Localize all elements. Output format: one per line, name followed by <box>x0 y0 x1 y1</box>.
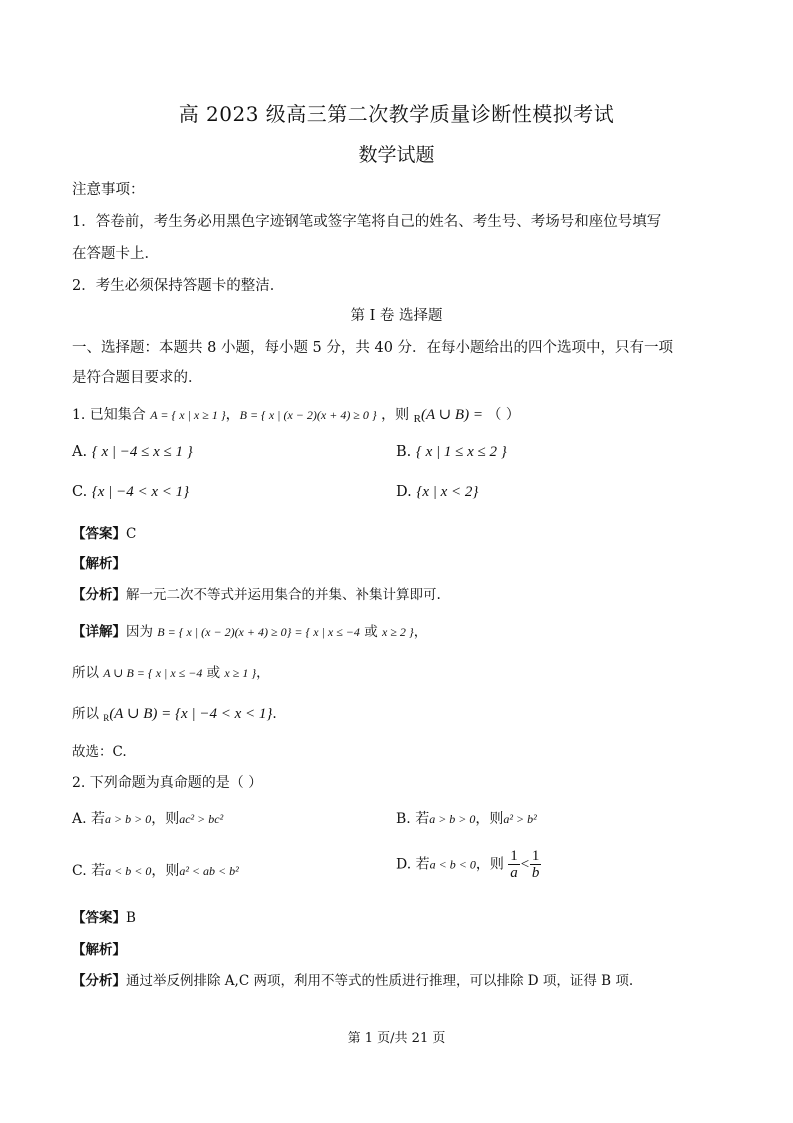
q1-comma: ， <box>225 407 240 423</box>
q1-blank: （ ） <box>487 407 520 423</box>
q1-detail-math2: x ≥ 2 } <box>382 625 414 639</box>
q2-option-a-if: 若 <box>91 811 106 827</box>
q1-detail <box>72 620 427 640</box>
q1-option-c-text: {x | −4 < x < 1} <box>91 484 190 500</box>
q1-answer <box>72 522 136 542</box>
q2-frac-b-den: b <box>531 865 540 881</box>
q1-detail-tag: 【详解】 <box>72 624 126 640</box>
q1-line2-pre: 所以 <box>72 665 99 681</box>
q1-option-d-text: {x | x < 2} <box>416 484 479 500</box>
q1-answer-value: C <box>126 526 137 542</box>
q1-option-b <box>396 444 507 461</box>
q1-detail-math: B = { x | (x − 2)(x + 4) ≥ 0} = { x | x ≤ −4 <box>157 625 360 639</box>
q2-frac-a-den: a <box>510 865 518 881</box>
q2-option-a-res: ac² > bc² <box>179 812 224 826</box>
q1-line3-math: (A ∪ B) = {x | −4 < x < 1} <box>109 706 273 722</box>
q1-detail-line2 <box>72 661 270 681</box>
notice-heading: 注意事项： <box>72 182 145 198</box>
q1-option-d-label: D. <box>396 484 412 500</box>
q1-line3-end: . <box>272 706 277 722</box>
q2-option-d-cond: a < b < 0 <box>429 857 476 872</box>
q1-option-c <box>72 484 189 501</box>
q1-line3-pre: 所以 <box>72 706 99 722</box>
page-subtitle: 数学试题 <box>358 144 435 166</box>
q2-fenxi-tag: 【分析】 <box>72 973 126 989</box>
q1-detail-or: 或 <box>364 624 378 640</box>
q1-prefix: 1. 已知集合 <box>72 407 146 423</box>
page-title: 高 2023 级高三第二次教学质量诊断性模拟考试 <box>178 102 615 126</box>
q2-analysis-tag <box>72 938 126 958</box>
q2-option-b-res: a² > b² <box>503 812 537 826</box>
q2-fenxi-text: 通过举反例排除 A,C 两项，利用不等式的性质进行推理，可以排除 D 项，证得 B 项. <box>126 973 634 989</box>
q2-option-b-if: 若 <box>415 811 430 827</box>
notice-item-2: 2．考生必须保持答题卡的整洁． <box>72 278 285 294</box>
notice-item-1-cont: 在答题卡上． <box>72 246 159 262</box>
q1-fenxi-text: 解一元二次不等式并运用集合的并集、补集计算即可. <box>126 587 441 603</box>
q2-option-b-then: ，则 <box>475 811 504 827</box>
q2-option-b-label: B. <box>396 811 411 827</box>
q1-analysis-label: 【解析】 <box>72 556 126 572</box>
q2-answer-tag: 【答案】 <box>72 910 126 926</box>
section-intro-cont: 是符合题目要求的． <box>72 370 203 386</box>
q1-line2-math: A ∪ B = { x | x ≤ −4 <box>103 666 203 680</box>
q2-option-d-lt: < <box>519 856 530 873</box>
q1-conclusion: 故选：C. <box>72 744 127 760</box>
q1-option-a-label: A. <box>72 444 88 460</box>
question-2-stem: 2. 下列命题为真命题的是（ ） <box>72 775 263 791</box>
q1-set-b: B = { x | (x − 2)(x + 4) ≥ 0 } <box>239 408 377 422</box>
q2-option-c-cond: a < b < 0 <box>105 864 152 878</box>
q1-option-b-text: { x | 1 ≤ x ≤ 2 } <box>415 444 507 460</box>
q2-option-a-then: ，则 <box>151 811 180 827</box>
q1-option-b-label: B. <box>396 444 412 460</box>
notice-item-1: 1．答卷前，考生务必用黑色字迹钢笔或签字笔将自己的姓名、考生号、考场号和座位号填写 <box>72 214 662 230</box>
q2-fenxi <box>72 969 633 989</box>
q1-option-a <box>72 444 193 461</box>
q1-then: ，则 <box>381 407 410 423</box>
q1-fenxi-tag: 【分析】 <box>72 587 126 603</box>
q2-option-d <box>396 848 541 881</box>
q2-option-d-frac-b <box>530 848 542 881</box>
q2-frac-a-num: 1 <box>510 848 518 864</box>
q2-option-c-if: 若 <box>91 863 106 879</box>
q2-option-d-label: D. <box>396 856 412 873</box>
q2-analysis-label: 【解析】 <box>72 942 126 958</box>
q2-option-a-cond: a > b > 0 <box>105 812 152 826</box>
q1-complement-sub: R <box>413 413 421 425</box>
q2-option-c-res: a² < ab < b² <box>179 864 239 878</box>
q2-answer-value: B <box>126 910 136 926</box>
q1-line2-end: ， <box>256 665 270 681</box>
q1-option-d <box>396 484 478 501</box>
q1-line2-math2: x ≥ 1 } <box>224 666 257 680</box>
q1-expr: (A ∪ B) = <box>420 407 483 423</box>
q2-option-d-frac-a <box>508 848 520 881</box>
q1-detail-pre: 因为 <box>126 624 153 640</box>
q2-option-c-then: ，则 <box>151 863 180 879</box>
question-1-stem <box>72 404 520 425</box>
q1-fenxi <box>72 583 441 603</box>
q2-option-a <box>72 808 223 828</box>
q1-answer-tag: 【答案】 <box>72 526 126 542</box>
section-intro: 一、选择题：本题共 8 小题，每小题 5 分，共 40 分．在每小题给出的四个选项中，只有一项 <box>72 340 674 356</box>
q2-option-d-if: 若 <box>415 856 430 873</box>
q2-option-c-label: C. <box>72 863 87 879</box>
q1-analysis-tag <box>72 552 126 572</box>
section-heading: 第 I 卷 选择题 <box>350 308 443 324</box>
q2-option-d-then: ，则 <box>475 856 504 873</box>
q1-set-a: A = { x | x ≥ 1 } <box>150 408 226 422</box>
q1-detail-line3 <box>72 702 277 723</box>
q2-option-b-cond: a > b > 0 <box>429 812 476 826</box>
q1-option-c-label: C. <box>72 484 88 500</box>
q1-line3-sub: R <box>103 713 110 723</box>
q1-line2-or: 或 <box>206 665 221 681</box>
page-footer: 第 1 页/共 21 页 <box>347 1031 446 1046</box>
q2-frac-b-num: 1 <box>531 848 540 864</box>
q2-option-c <box>72 860 239 880</box>
q1-detail-end: ， <box>413 624 428 640</box>
q2-option-b <box>396 808 537 828</box>
q1-option-a-text: { x | −4 ≤ x ≤ 1 } <box>91 444 193 460</box>
q2-option-a-label: A. <box>72 811 87 827</box>
q2-answer <box>72 906 136 926</box>
